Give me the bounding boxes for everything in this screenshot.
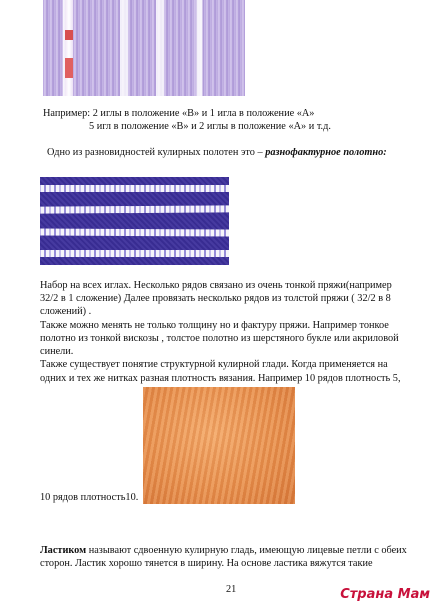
lastik-line-2: сторон. Ластик хорошо тянется в ширину. На основе ластика вяжутся такие [40, 558, 373, 569]
example-line-1: Например: 2 иглы в положение «В» и 1 игла в положение «А» [43, 108, 315, 119]
orange-knit-photo [143, 387, 295, 504]
paragraph-2-line-2: полотно из тонкой вискозы , толстое полотно из шерстяного букле или акриловой [40, 333, 399, 344]
paragraph-1-line-1: Набор на всех иглах. Несколько рядов связано из очень тонкой пряжи(например [40, 280, 392, 291]
white-stripe [40, 205, 229, 213]
page-number: 21 [226, 584, 237, 595]
paragraph-2-line-3: синели. [40, 346, 74, 357]
subtitle-emphasis: разнофактурное полотно: [265, 147, 387, 158]
white-stripe [40, 250, 229, 257]
white-stripe [40, 228, 229, 236]
lastik-line-1-rest: называют сдвоенную кулирную гладь, имеющую лицевые петли с обеих [86, 545, 407, 556]
striped-knit-photo [40, 177, 229, 265]
paragraph-2-line-1: Также можно менять не только толщину но и фактуру пряжи. Например тонкое [40, 320, 389, 331]
subtitle-prefix: Одно из разновидностей кулирных полотен это – [47, 147, 266, 158]
lastik-line-1 [40, 545, 407, 558]
example-line-2: 5 игл в положение «В» и 2 иглы в положение «А» и т.д. [89, 121, 331, 132]
red-ribbon-stripe [65, 0, 73, 96]
section-subtitle [47, 147, 387, 160]
white-stripe [40, 185, 229, 192]
paragraph-1-line-3: сложений) . [40, 306, 92, 317]
image-caption: 10 рядов плотность10. [40, 492, 139, 503]
paragraph-1-line-2: 32/2 в 1 сложение) Далее провязать несколько рядов из толстой пряжи ( 32/2 в 8 [40, 293, 391, 304]
paragraph-3-line-2: одних и тех же нитках разная плотность вязания. Например 10 рядов плотность 5, [40, 373, 401, 384]
watermark-logo: Страна Мам [340, 587, 430, 602]
paragraph-3-line-1: Также существует понятие структурной кулирной глади. Когда применяется на [40, 359, 388, 370]
lastik-term: Ластиком [40, 545, 87, 556]
ribbed-knit-photo [43, 0, 245, 96]
